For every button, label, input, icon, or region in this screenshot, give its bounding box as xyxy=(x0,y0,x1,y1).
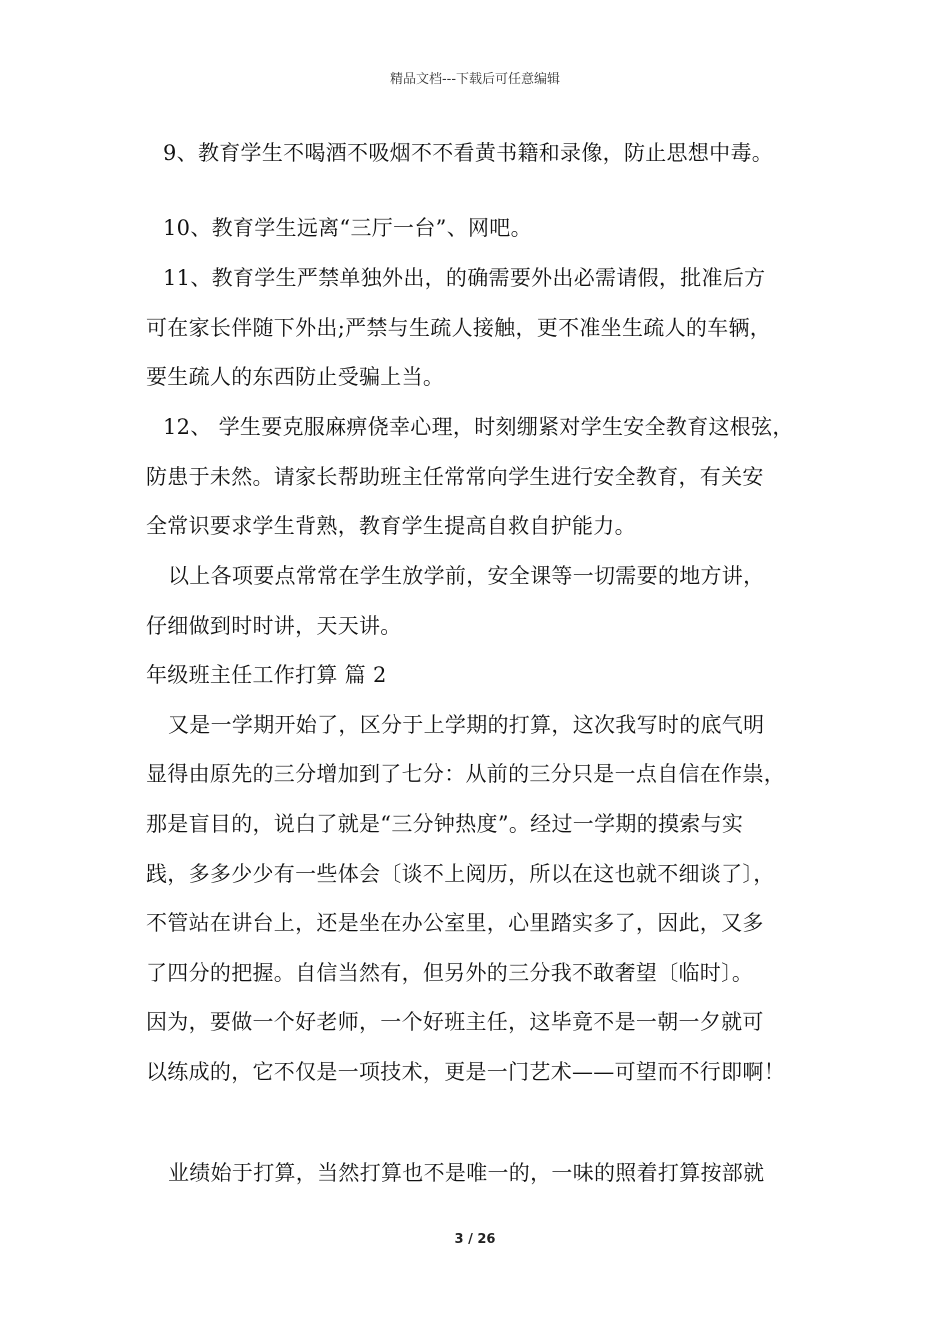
body-line: 了四分的把握。自信当然有，但另外的三分我不敢奢望〔临时〕。 xyxy=(146,961,754,985)
body-line: 因为，要做一个好老师，一个好班主任，这毕竟不是一朝一夕就可 xyxy=(146,1010,764,1034)
section-heading: 年级班主任工作打算 篇 2 xyxy=(146,663,387,687)
body-line: 11、教育学生严禁单独外出，的确需要外出必需请假，批准后方 xyxy=(163,266,766,290)
body-line: 12、 学生要克服麻痹侥幸心理，时刻绷紧对学生安全教育这根弦， xyxy=(163,415,794,439)
body-line: 显得由原先的三分增加到了七分：从前的三分只是一点自信在作祟， xyxy=(146,762,785,786)
page-header: 精品文档---下载后可任意编辑 xyxy=(389,72,561,87)
body-line: 10、教育学生远离“三厅一台”、网吧。 xyxy=(163,216,532,240)
body-line: 防患于未然。请家长帮助班主任常常向学生进行安全教育，有关安 xyxy=(146,465,764,489)
body-line: 以练成的，它不仅是一项技术，更是一门艺术——可望而不行即啊！ xyxy=(146,1060,785,1084)
body-line: 又是一学期开始了，区分于上学期的打算，这次我写时的底气明 xyxy=(168,713,765,737)
page-number: 3 / 26 xyxy=(454,1232,496,1247)
body-line: 业绩始于打算，当然打算也不是唯一的，一味的照着打算按部就 xyxy=(168,1161,765,1185)
body-line: 践，多多少少有一些体会〔谈不上阅历，所以在这也就不细谈了〕， xyxy=(146,862,775,886)
body-line: 仔细做到时时讲，天天讲。 xyxy=(146,614,402,638)
body-line: 以上各项要点常常在学生放学前，安全课等一切需要的地方讲， xyxy=(168,564,765,588)
body-line: 要生疏人的东西防止受骗上当。 xyxy=(146,365,445,389)
body-line: 全常识要求学生背熟，教育学生提高自救自护能力。 xyxy=(146,514,636,538)
body-line: 不管站在讲台上，还是坐在办公室里，心里踏实多了，因此，又多 xyxy=(146,911,764,935)
body-line: 那是盲目的，说白了就是“三分钟热度”。经过一学期的摸索与实 xyxy=(146,812,744,836)
body-line: 可在家长伴随下外出;严禁与生疏人接触，更不准坐生疏人的车辆， xyxy=(146,316,772,340)
body-line: 9、教育学生不喝酒不吸烟不不看黄书籍和录像，防止思想中毒。 xyxy=(163,141,774,165)
